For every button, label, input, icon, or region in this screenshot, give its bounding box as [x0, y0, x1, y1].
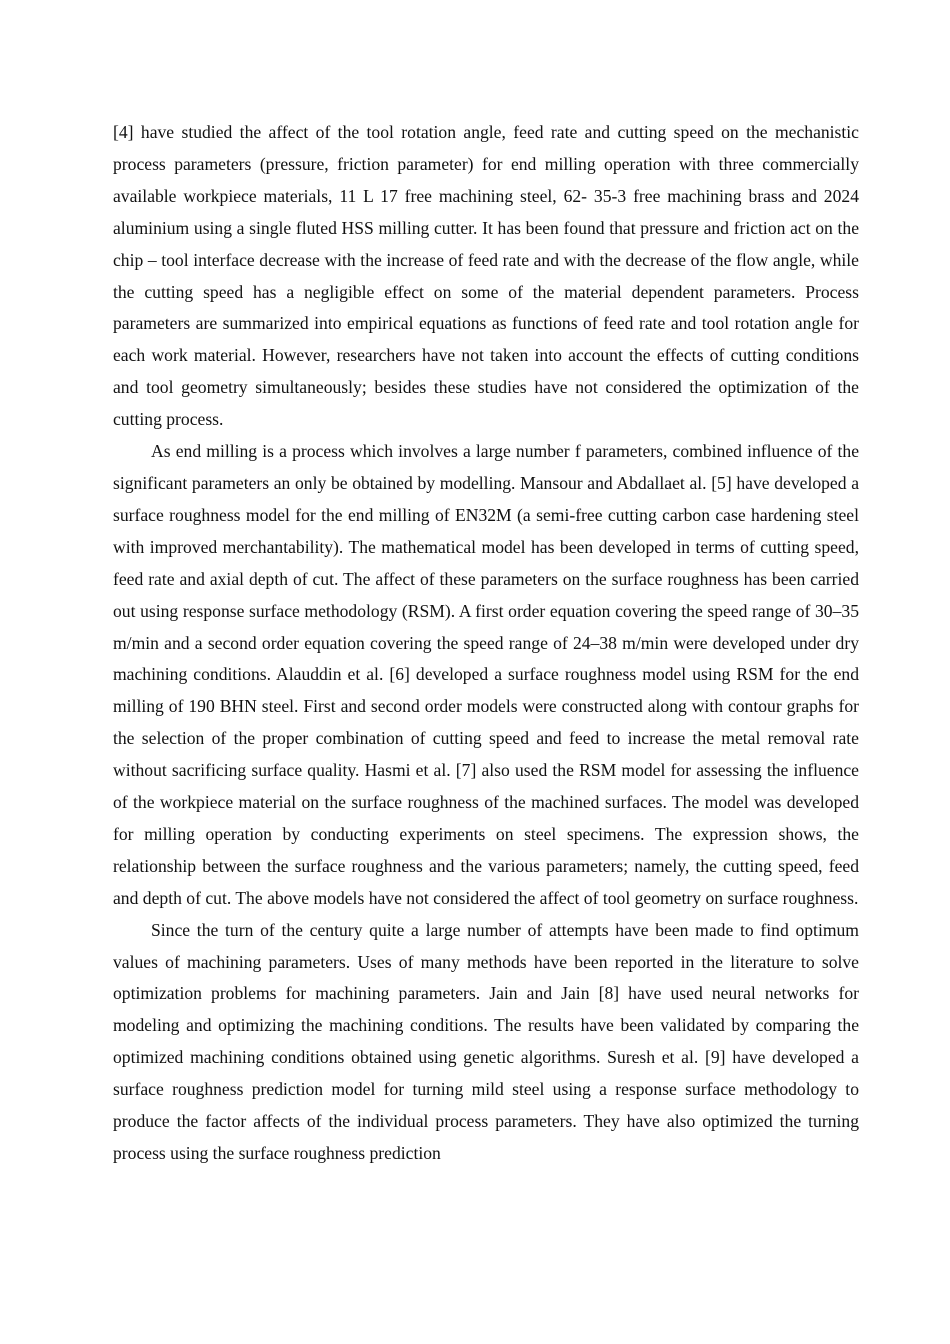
paragraph-mechanistic-parameters: [4] have studied the affect of the tool rotation angle, feed rate and cutting speed on the mechanistic process parameters (pressure, friction parameter) for end milling operation with three commercially available workpiece materials, 11 L 17 free machining steel, 62- 35-3 free machining brass and 2024 aluminium using a single fluted HSS milling cutter. It has been found that pressure and friction act on the chip – tool interface decrease with the increase of feed rate and with the decrease of the flow angle, while the cutting speed has a negligible effect on some of the material dependent parameters. Process parameters are summarized into empirical equations as functions of feed rate and tool rotation angle for each work material. However, researchers have not taken into account the effects of cutting conditions and tool geometry simultaneously; besides these studies have not considered the optimization of the cutting process.	[113, 122, 859, 430]
paragraph-optimization-methods: Since the turn of the century quite a large number of attempts have been made to find optimum values of machining parameters. Uses of many methods have been reported in the literature to solve optimization problems for machining parameters. Jain and Jain [8] have used neural networks for modeling and optimizing the machining conditions. The results have been validated by comparing the optimized machining conditions obtained using genetic algorithms. Suresh et al. [9] have developed a surface roughness prediction model for turning mild steel using a response surface methodology to produce the factor affects of the individual process parameters. They have also optimized the turning process using the surface roughness prediction	[113, 919, 859, 1163]
document-page	[113, 117, 859, 1170]
paragraph-surface-roughness-models: As end milling is a process which involves a large number f parameters, combined influence of the significant parameters an only be obtained by modelling. Mansour and Abdallaet al. [5] have developed a surface roughness model for the end milling of EN32M (a semi-free cutting carbon case hardening steel with improved merchantability). The mathematical model has been developed in terms of cutting speed, feed rate and axial depth of cut. The affect of these parameters on the surface roughness has been carried out using response surface methodology (RSM). A first order equation covering the speed range of 30–35 m/min and a second order equation covering the speed range of 24–38 m/min were developed under dry machining conditions. Alauddin et al. [6] developed a surface roughness model using RSM for the end milling of 190 BHN steel. First and second order models were constructed along with contour graphs for the selection of the proper combination of cutting speed and feed to increase the metal removal rate without sacrificing surface quality. Hasmi et al. [7] also used the RSM model for assessing the influence of the workpiece material on the surface roughness of the machined surfaces. The model was developed for milling operation by conducting experiments on steel specimens. The expression shows, the relationship between the surface roughness and the various parameters; namely, the cutting speed, feed and depth of cut. The above models have not considered the affect of tool geometry on surface roughness.	[113, 441, 859, 908]
